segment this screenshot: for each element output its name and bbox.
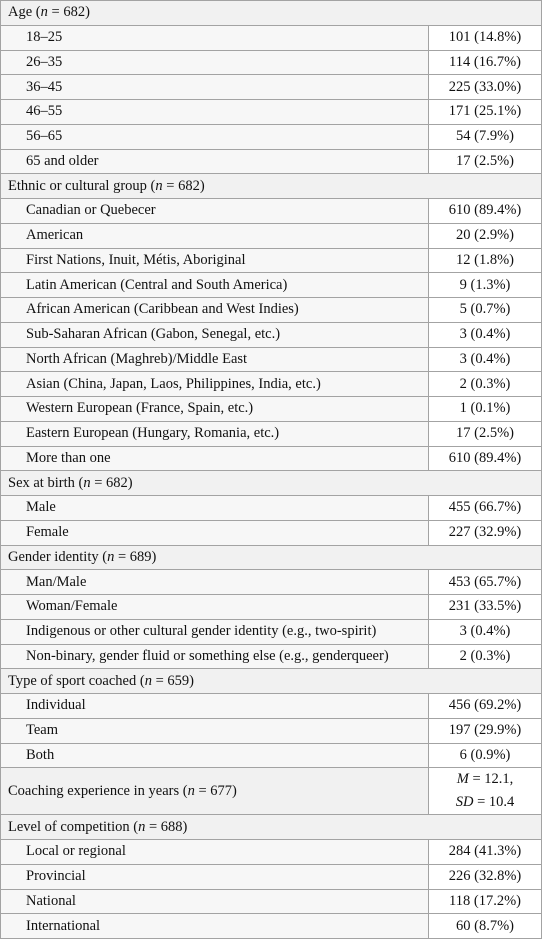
row-value: 54 (7.9%) [429, 124, 542, 149]
row-value: 118 (17.2%) [429, 889, 542, 914]
table-row [1, 75, 542, 100]
row-label: Man/Male [1, 570, 429, 595]
mean-line: M = 12.1, [456, 771, 514, 788]
table-row [1, 199, 542, 224]
row-label: 26–35 [1, 50, 429, 75]
section-header-experience: Coaching experience in years (n = 677) [1, 768, 429, 815]
section-header-row-sport [1, 669, 542, 694]
row-value: 101 (14.8%) [429, 25, 542, 50]
section-header-row-age [1, 1, 542, 26]
section-header-row-gender [1, 545, 542, 570]
row-label: 65 and older [1, 149, 429, 174]
row-value: 3 (0.4%) [429, 322, 542, 347]
table-row [1, 223, 542, 248]
row-label: International [1, 914, 429, 939]
section-n-value: 682 [178, 177, 200, 194]
section-n-value: 689 [129, 548, 152, 565]
table-row [1, 914, 542, 939]
table-row [1, 520, 542, 545]
row-value: 610 (89.4%) [429, 446, 542, 471]
sd-value: 10.4 [488, 794, 515, 811]
table-row [1, 619, 542, 644]
row-value: 455 (66.7%) [429, 496, 542, 521]
row-label: Individual [1, 694, 429, 719]
row-label: American [1, 223, 429, 248]
table-row [1, 889, 542, 914]
row-value: 227 (32.9%) [429, 520, 542, 545]
section-header-row-level [1, 815, 542, 840]
table-row [1, 694, 542, 719]
row-label: Woman/Female [1, 595, 429, 620]
section-n-value: 677 [210, 782, 233, 799]
row-value: 17 (2.5%) [429, 421, 542, 446]
row-value: 9 (1.3%) [429, 273, 542, 298]
section-title: Level of competition [8, 818, 130, 835]
table-row [1, 322, 542, 347]
mean-label: M [456, 771, 469, 788]
table-row [1, 446, 542, 471]
row-value: 2 (0.3%) [429, 644, 542, 669]
section-header-age: Age (n = 682) [1, 1, 542, 26]
row-value: 284 (41.3%) [429, 840, 542, 865]
row-label: 36–45 [1, 75, 429, 100]
n-symbol: n [138, 818, 146, 835]
row-value: 3 (0.4%) [429, 347, 542, 372]
table-row [1, 421, 542, 446]
row-label: Non-binary, gender fluid or something else (e.g., genderqueer) [1, 644, 429, 669]
row-label: Both [1, 743, 429, 768]
row-label: Male [1, 496, 429, 521]
table-row [1, 496, 542, 521]
row-label: 56–65 [1, 124, 429, 149]
section-title: Sex at birth [8, 474, 75, 491]
section-header-row-sex [1, 471, 542, 496]
row-value: 6 (0.9%) [429, 743, 542, 768]
table-row [1, 347, 542, 372]
section-summary-experience [429, 768, 542, 815]
sd-line: SD = 10.4 [455, 794, 515, 811]
table-row [1, 273, 542, 298]
row-value: 225 (33.0%) [429, 75, 542, 100]
section-title: Ethnic or cultural group [8, 177, 147, 194]
section-header-row-experience [1, 768, 542, 815]
table-row [1, 397, 542, 422]
row-label: Canadian or Quebecer [1, 199, 429, 224]
row-value: 453 (65.7%) [429, 570, 542, 595]
table-row [1, 248, 542, 273]
n-symbol: n [187, 782, 195, 799]
table-row [1, 50, 542, 75]
row-label: National [1, 889, 429, 914]
row-value: 3 (0.4%) [429, 619, 542, 644]
n-symbol: n [144, 672, 152, 689]
section-header-row-ethnic [1, 174, 542, 199]
row-value: 5 (0.7%) [429, 298, 542, 323]
row-label: Western European (France, Spain, etc.) [1, 397, 429, 422]
row-label: North African (Maghreb)/Middle East [1, 347, 429, 372]
demographics-table-body [1, 1, 542, 939]
row-value: 12 (1.8%) [429, 248, 542, 273]
n-symbol: n [40, 4, 48, 21]
row-value: 610 (89.4%) [429, 199, 542, 224]
table-row [1, 570, 542, 595]
row-label: Local or regional [1, 840, 429, 865]
section-header-gender: Gender identity (n = 689) [1, 545, 542, 570]
section-title: Age [8, 4, 33, 21]
table-row [1, 864, 542, 889]
row-value: 20 (2.9%) [429, 223, 542, 248]
table-row [1, 743, 542, 768]
row-label: Eastern European (Hungary, Romania, etc.) [1, 421, 429, 446]
row-label: Latin American (Central and South America) [1, 273, 429, 298]
table-row [1, 149, 542, 174]
table-row [1, 298, 542, 323]
row-label: First Nations, Inuit, Métis, Aboriginal [1, 248, 429, 273]
row-value: 114 (16.7%) [429, 50, 542, 75]
section-header-ethnic: Ethnic or cultural group (n = 682) [1, 174, 542, 199]
row-label: 18–25 [1, 25, 429, 50]
row-value: 197 (29.9%) [429, 718, 542, 743]
section-header-sex: Sex at birth (n = 682) [1, 471, 542, 496]
row-label: Sub-Saharan African (Gabon, Senegal, etc.) [1, 322, 429, 347]
table-row [1, 124, 542, 149]
section-n-value: 688 [160, 818, 183, 835]
section-header-sport: Type of sport coached (n = 659) [1, 669, 542, 694]
n-symbol: n [107, 548, 115, 565]
row-value: 231 (33.5%) [429, 595, 542, 620]
table-row [1, 840, 542, 865]
n-symbol: n [83, 474, 91, 491]
row-label: Team [1, 718, 429, 743]
row-value: 2 (0.3%) [429, 372, 542, 397]
row-label: African American (Caribbean and West Indies) [1, 298, 429, 323]
table-row [1, 644, 542, 669]
sd-label: SD [455, 794, 474, 811]
table-row [1, 718, 542, 743]
row-value: 171 (25.1%) [429, 100, 542, 125]
table-row [1, 25, 542, 50]
section-title: Type of sport coached [8, 672, 137, 689]
row-value: 1 (0.1%) [429, 397, 542, 422]
section-header-level: Level of competition (n = 688) [1, 815, 542, 840]
row-label: Asian (China, Japan, Laos, Philippines, India, etc.) [1, 372, 429, 397]
row-value: 17 (2.5%) [429, 149, 542, 174]
row-value: 226 (32.8%) [429, 864, 542, 889]
row-label: 46–55 [1, 100, 429, 125]
section-n-value: 659 [167, 672, 190, 689]
section-title: Coaching experience in years [8, 782, 180, 799]
row-label: Female [1, 520, 429, 545]
section-n-value: 682 [106, 474, 128, 491]
row-label: Indigenous or other cultural gender identity (e.g., two-spirit) [1, 619, 429, 644]
table-row [1, 372, 542, 397]
row-value: 456 (69.2%) [429, 694, 542, 719]
row-label: More than one [1, 446, 429, 471]
mean-value: 12.1, [484, 771, 514, 788]
section-title: Gender identity [8, 548, 99, 565]
section-n-value: 682 [63, 4, 86, 21]
row-value: 60 (8.7%) [429, 914, 542, 939]
table-row [1, 100, 542, 125]
row-label: Provincial [1, 864, 429, 889]
n-symbol: n [155, 177, 163, 194]
table-row [1, 595, 542, 620]
